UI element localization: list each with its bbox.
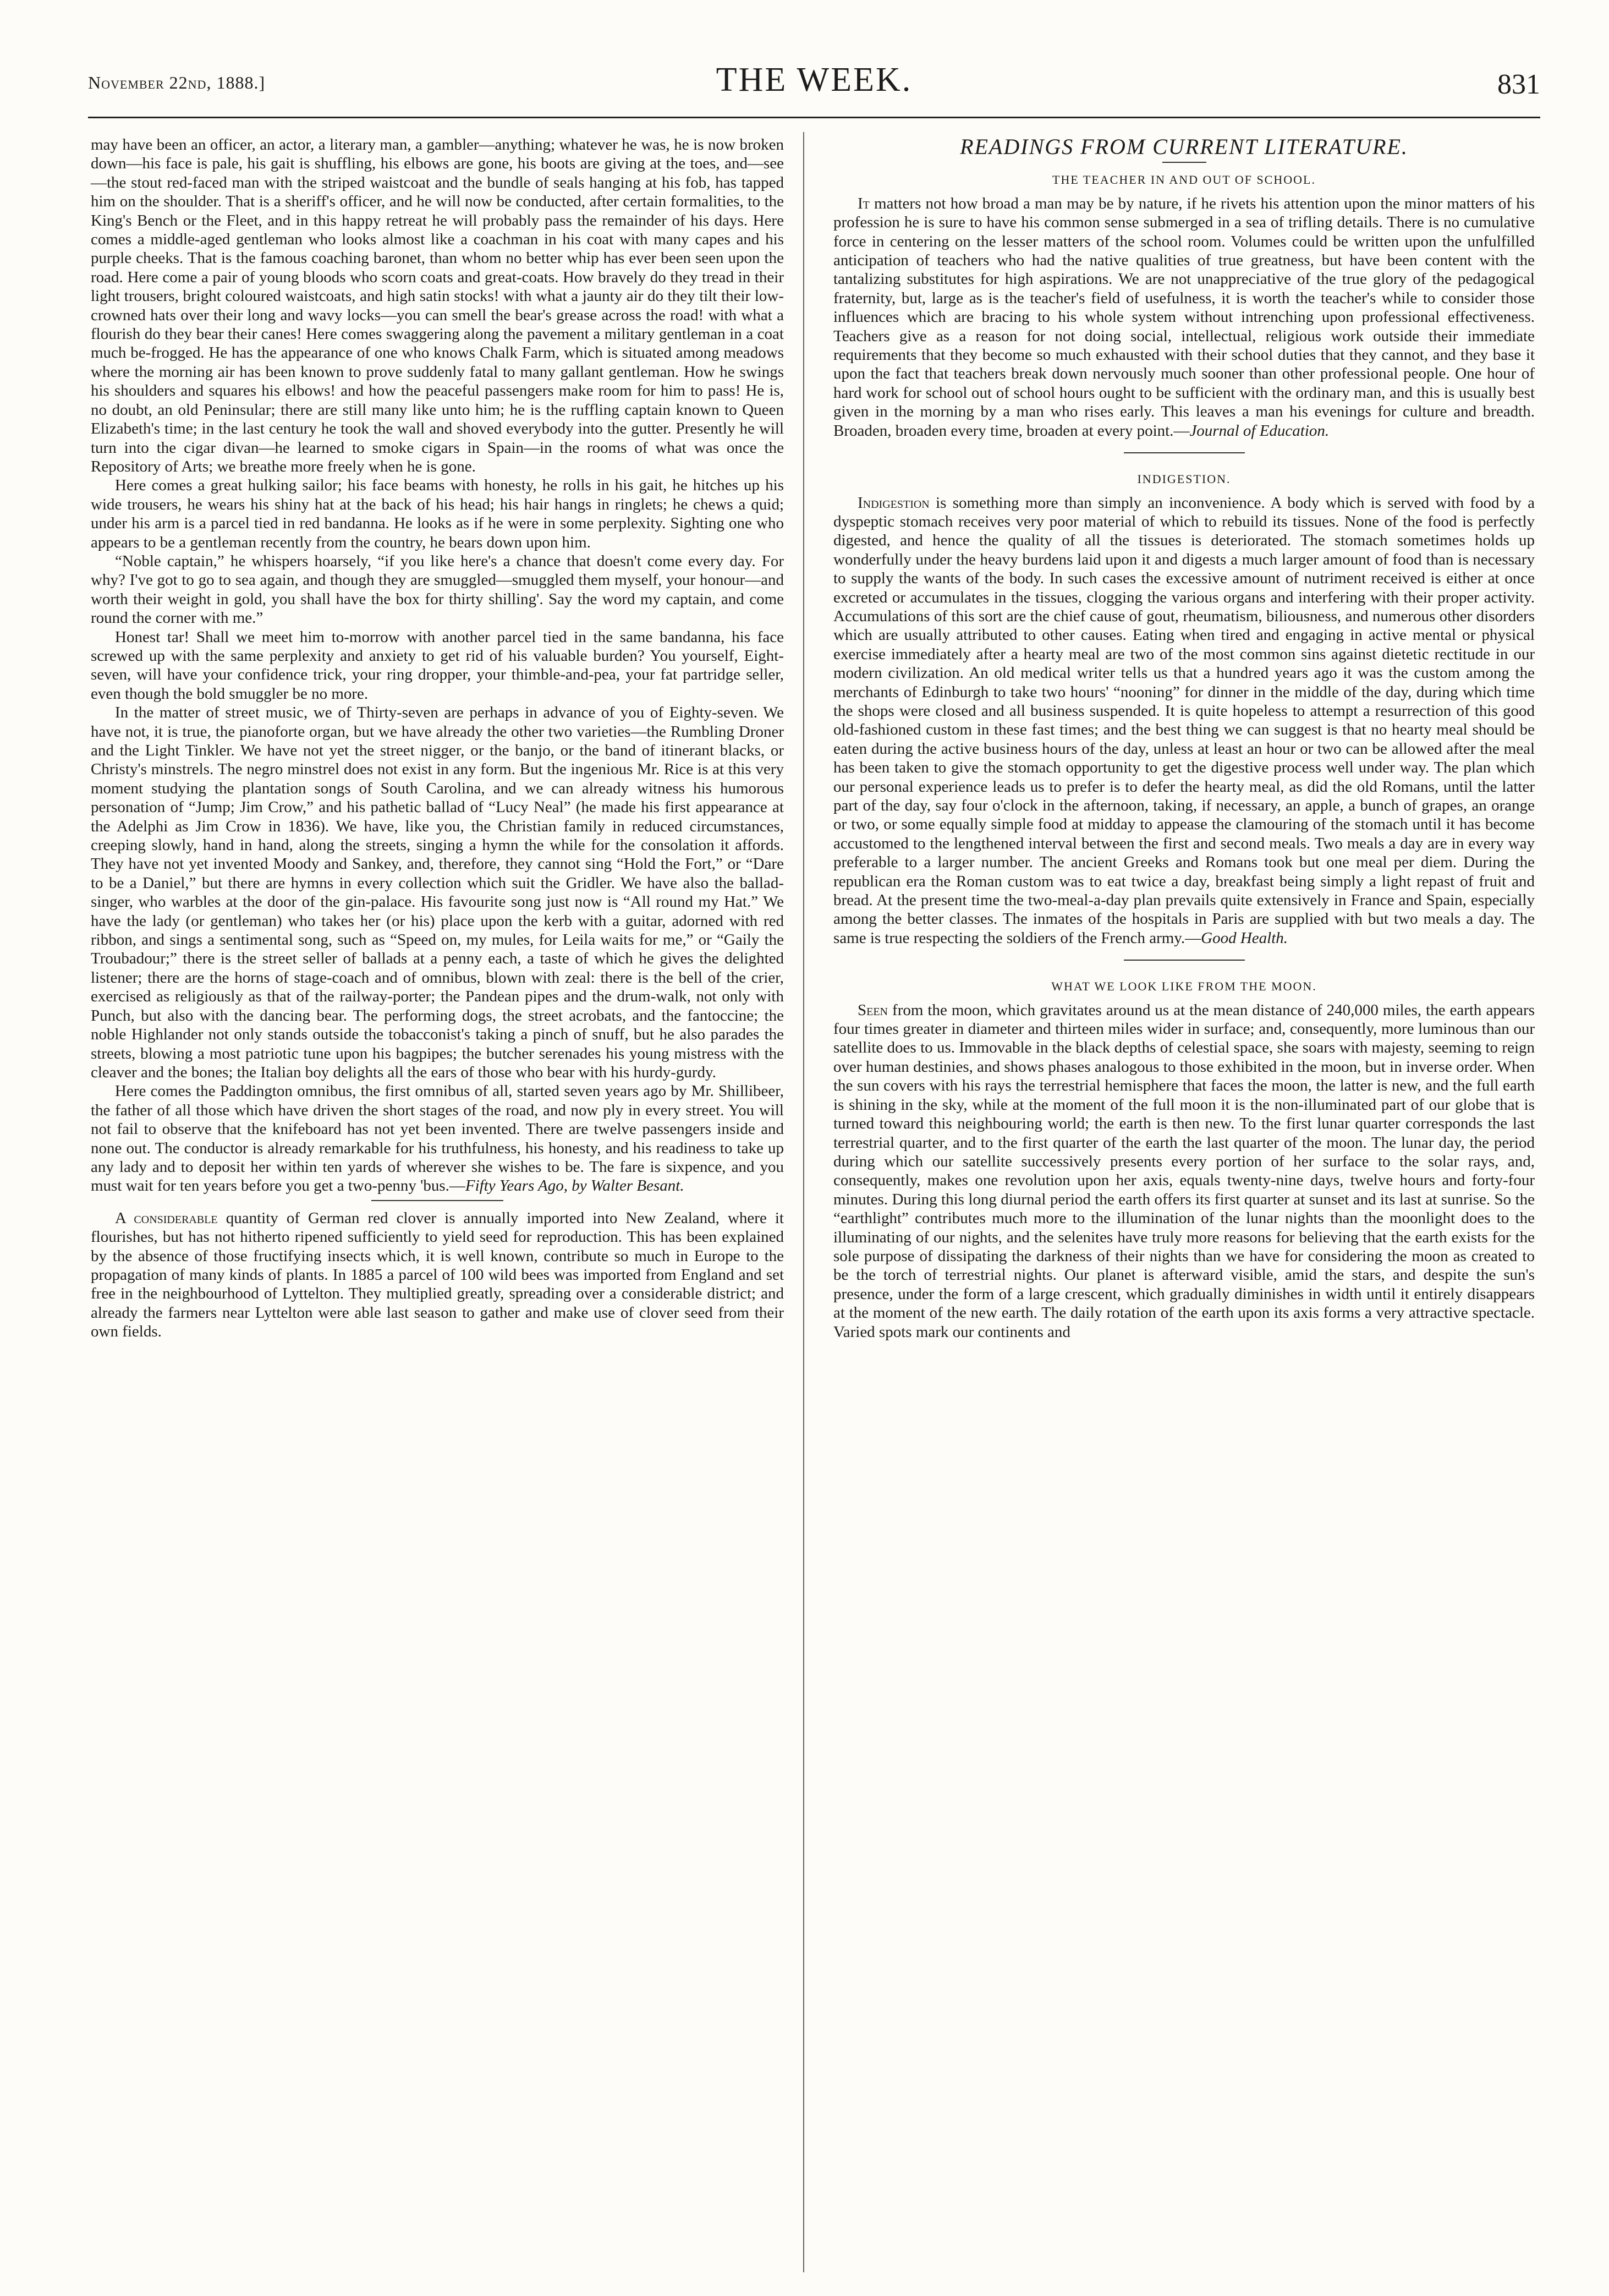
article-body	[833, 494, 1535, 948]
paragraph: “Noble captain,” he whispers hoarsely, “if you like here's a chance that doesn't come every day. For why? I've got to go to sea again, and though they are smuggled—smuggled them myself, your honour—and worth their weight in gold, you shall have the box for thirty shilling'. Say the word my captain, and come round the corner with me.”	[91, 552, 784, 627]
paragraph	[91, 1209, 784, 1341]
header-rule	[88, 117, 1540, 118]
citation: Fifty Years Ago, by Walter Besant.	[465, 1177, 684, 1195]
issue-date: November 22nd, 1888.]	[88, 73, 266, 92]
paragraph: Honest tar! Shall we meet him to-morrow with another parcel tied in the same bandanna, his face screwed up with the same perplexity and anxiety to get rid of his valuable burden? You yourself, Eight-seven, will have your confidence trick, your ring dropper, your thimble-and-pea, your fat partridge seller, even though the bold smuggler be no more.	[91, 628, 784, 703]
article-title: WHAT WE LOOK LIKE FROM THE MOON.	[1051, 979, 1317, 994]
separator-rule	[371, 1200, 503, 1201]
separator-rule	[1124, 960, 1245, 961]
article-title: INDIGESTION.	[1137, 472, 1231, 486]
paragraph-text: is something more than simply an inconvenience. A body which is served with food by a dyspeptic stomach receives very poor material of which to rebuild its tissues. None of the food is perfectly digested, and hence the quality of all the tissues is deteriorated. The stomach sometimes holds up wonderfully under the heavy burdens laid upon it and digests a much larger amount of food than is necessary to supply the wants of the body. In such cases the excessive amount of nutriment received is either at once excreted or accumulates in the tissues, clogging the various organs and interfering with their proper activity. Accumulations of this sort are the chief cause of gout, rheumatism, biliousness, and numerous other disorders which are usually attributed to other causes. Eating when tired and engaging in active mental or physical exercise immediately after a hearty meal are two of the most common sins against dietetic rectitude in our modern civilization. An old medical writer tells us that a hundred years ago it was the custom among the merchants of Edinburgh to take two hours' “nooning” for dinner in the middle of the day, during which time the shops were closed and all business suspended. It is quite hopeless to attempt a resurrection of this good old-fashioned custom in these fast times; and the best thing we can suggest is that no hearty meal should be eaten during the active business hours of the day, unless at least an hour or two can be allowed after the meal has been taken to give the stomach opportunity to get the digestive process well under way. The plan which our personal experience leads us to prefer is to defer the hearty meal, as did the old Romans, until the latter part of the day, say four o'clock in the afternoon, taking, if necessary, an apple, a bunch of grapes, an orange or two, or some equally simple food at midday to appease the clamouring of the stomach until it has become accustomed to the lengthened interval between the first and second meals. Two meals a day are in every way preferable to a larger number. The ancient Greeks and Romans took but one meal per diem. During the republican era the Roman custom was to eat twice a day, breakfast being simply a light repast of fruit and bread. At the present time the two-meal-a-day plan prevails quite extensively in France and Spain, especially among the better classes. The inmates of the hospitals in Paris are supplied with but two meals a day. The same is true respecting the soldiers of the French army.—	[833, 494, 1535, 947]
separator-rule	[1124, 452, 1245, 453]
column-divider	[803, 132, 804, 2272]
section-title: READINGS FROM CURRENT LITERATURE.	[960, 134, 1408, 159]
article-body	[833, 194, 1535, 440]
page-header	[88, 61, 1540, 110]
lead-word: It	[858, 194, 870, 212]
paragraph-text: quantity of German red clover is annually imported into New Zealand, where it flourishes, but has not hitherto ripened sufficiently to yield seed for reproduction. This has been explained by the absence of those fructifying insects which, it is well known, contribute so much in Europe to the propagation of many kinds of plants. In 1885 a parcel of 100 wild bees was imported from England and set free in the neighbourhood of Lyttelton. They multiplied greatly, spreading over a considerable district; and already the farmers near Lyttelton were able last season to gather and make use of clover seed from their own fields.	[91, 1209, 784, 1341]
lead-word: Indigestion	[858, 494, 930, 512]
citation: Good Health.	[1201, 929, 1288, 947]
page-number: 831	[1497, 69, 1540, 100]
masthead-title: THE WEEK.	[716, 61, 913, 98]
lead-word: Seen	[858, 1001, 888, 1019]
article-body	[833, 1001, 1535, 1341]
left-column	[91, 135, 784, 1341]
paragraph: may have been an officer, an actor, a literary man, a gambler—anything; whatever he was, he is now broken down—his face is pale, his gait is shuffling, his elbows are gone, his boots are giving at the toes, and—see—the stout red-faced man with the striped waistcoat and the bundle of seals hanging at his fob, has tapped him on the shoulder. That is a sheriff's officer, and he will now be conducted, after certain formalities, to the King's Bench or the Fleet, and in this happy retreat he will probably pass the remainder of his days. Here comes a middle-aged gentleman who looks almost like a coachman in his coat with many capes and his purple cheeks. That is the famous coaching baronet, than whom no better whip has ever been seen upon the road. Here come a pair of young bloods who scorn coats and great-coats. How bravely do they tread in their light trousers, bright coloured waistcoats, and high satin stocks! with what a jaunty air do they tilt their low-crowned hats over their long and wavy locks—you can smell the bear's grease across the road! with what a flourish do they bear their canes! Here comes swaggering along the pavement a military gentleman in a coat much be-frogged. He has the appearance of one who knows Chalk Farm, which is situated among meadows where the morning air has been known to prove suddenly fatal to many gallant gentleman. How he swings his shoulders and squares his elbows! and how the peaceful passengers make room for him to pass! He is, no doubt, an old Peninsular; there are still many like unto him; he is the ruffling captain known to Queen Elizabeth's time; in the last century he took the wall and shoved everybody into the gutter. Presently he will turn into the cigar divan—he learned to smoke cigars in Spain—in the rooms of what was once the Repository of Arts; we breathe more freely when he is gone.	[91, 136, 784, 475]
right-column	[833, 135, 1535, 1341]
lead-word: A considerable	[115, 1209, 218, 1227]
paragraph	[91, 1082, 784, 1195]
paragraph-text: Here comes the Paddington omnibus, the first omnibus of all, started seven years ago by Mr. Shillibeer, the father of all those which have driven the short stages of the road, and now ply in every street. You will not fail to observe that the knifeboard has not yet been invented. There are twelve passengers inside and none out. The conductor is already remarkable for his truthfulness, his honesty, and his readiness to take up any lady and to deposit her within ten yards of wherever she wishes to be. The fare is sixpence, and you must wait for ten years before you get a two-penny 'bus.—	[91, 1082, 784, 1195]
paragraph: In the matter of street music, we of Thirty-seven are perhaps in advance of you of Eighty-seven. We have not, it is true, the pianoforte organ, but we have already the other two varieties—the Rumbling Droner and the Light Tinkler. We have not yet the street nigger, or the banjo, or the band of itinerant blacks, or Christy's minstrels. The negro minstrel does not exist in any form. But the ingenious Mr. Rice is at this very moment studying the plantation songs of South Carolina, and we can already witness his humorous personation of “Jump; Jim Crow,” and his pathetic ballad of “Lucy Neal” (he made his first appearance at the Adelphi as Jim Crow in 1836). We have, like you, the Christian family in reduced circumstances, creeping slowly, hand in hand, along the streets, singing a hymn the while for the consolation it affords. They have not yet invented Moody and Sankey, and, therefore, they cannot sing “Hold the Fort,” or “Dare to be a Daniel,” but there are hymns in every collection which suit the Gridler. We have also the ballad-singer, who warbles at the door of the gin-palace. His favourite song just now is “All round my Hat.” We have the lady (or gentleman) who takes her (or his) place upon the kerb with a guitar, adorned with red ribbon, and sings a sentimental song, such as “Speed on, my mules, for Leila waits for me,” or “Gaily the Troubadour;” there is the street seller of ballads at a penny each, a taste of which he gives the delighted listener; there are the horns of stage-coach and of omnibus, blown with zeal: there is the bell of the crier, exercised as religiously as that of the railway-porter; the Pandean pipes and the drum-walk, not only with Punch, but also with the dancing bear. The performing dogs, the street acrobats, and the fantoccine; the noble Highlander not only stands outside the tobacconist's taking a pinch of snuff, but he also parades the streets, blowing a most patriotic tune upon his bagpipes; the butcher serenades his young mistress with the cleaver and the bones; the Italian boy delights all the ears of those who bear with his hurdy-gurdy.	[91, 704, 784, 1081]
paragraph-text: from the moon, which gravitates around us at the mean distance of 240,000 miles, the earth appears four times greater in diameter and thirteen miles wider in surface; and, consequently, more luminous than our satellite does to us. Immovable in the black depths of celestial space, she soars with majesty, seeming to reign over human destinies, and shows phases analogous to those exhibited in the moon, but in inverse order. When the sun covers with his rays the terrestrial hemisphere that faces the moon, the latter is new, and the full earth is shining in the sky, while at the moment of the full moon it is the non-illuminated part of our globe that is turned toward this neighbouring world; the earth is then new. To the first lunar quarter corresponds the last terrestrial quarter, and to the first quarter of the earth the last quarter of the moon. The lunar day, the period during which our satellite successively presents every portion of her surface to the solar rays, and, consequently, makes one revolution upon her axis, equals twenty-nine days, twelve hours and forty-four minutes. During this long diurnal period the earth offers its first quarter at sunset and its last at sunrise. So the “earthlight” contributes much more to the illumination of the lunar nights than the moonlight does to the illuminating of our nights, and the selenites have truly more reasons for believing that the earth exists for the sole purpose of dissipating the darkness of their nights than we have for considering the moon as created to be the torch of terrestrial nights. Our planet is afterward visible, amid the stars, and despite the sun's presence, under the form of a large crescent, which gradually diminishes in width until it entirely disappears at the moment of the new earth. The daily rotation of the earth upon its axis forms a very attractive spectacle. Varied spots mark our continents and	[833, 1001, 1535, 1341]
separator-rule	[1162, 162, 1206, 163]
citation: Journal of Education.	[1189, 421, 1330, 440]
paragraph: Here comes a great hulking sailor; his face beams with honesty, he rolls in his gait, he hitches up his wide trousers, he wears his shiny hat at the back of his head; his hair hangs in ringlets; he chews a quid; under his arm is a parcel tied in red bandanna. He looks as if he were in some perplexity. Sighting one who appears to be a gentleman recently from the country, he bears down upon him.	[91, 476, 784, 551]
paragraph-text: matters not how broad a man may be by nature, if he rivets his attention upon the minor matters of his profession he is sure to have his common sense submerged in a sea of trifling details. There is no cumulative force in centering on the lesser matters of the school room. Volumes could be written upon the unfulfilled anticipation of teachers who had the native qualities of true greatness, but have been content with the tantalizing substitutes for high aspirations. We are not unappreciative of the true glory of the pedagogical fraternity, but, large as is the teacher's field of usefulness, it is worth the teacher's while to consider those influences which are bracing to his whole system without intrenching upon professional effectiveness. Teachers give as a reason for not doing social, intellectual, religious work outside their immediate requirements that they become so much exhausted with their school duties that they cannot, and they base it upon the fact that teachers break down nervously much sooner than other professional people. One hour of hard work for school out of school hours ought to be sufficient with the ordinary man, and this is usually best given in the morning by a man who rises early. This leaves a man his evenings for culture and breadth. Broaden, broaden every time, broaden at every point.—	[833, 194, 1535, 440]
article-title: THE TEACHER IN AND OUT OF SCHOOL.	[1052, 173, 1316, 187]
